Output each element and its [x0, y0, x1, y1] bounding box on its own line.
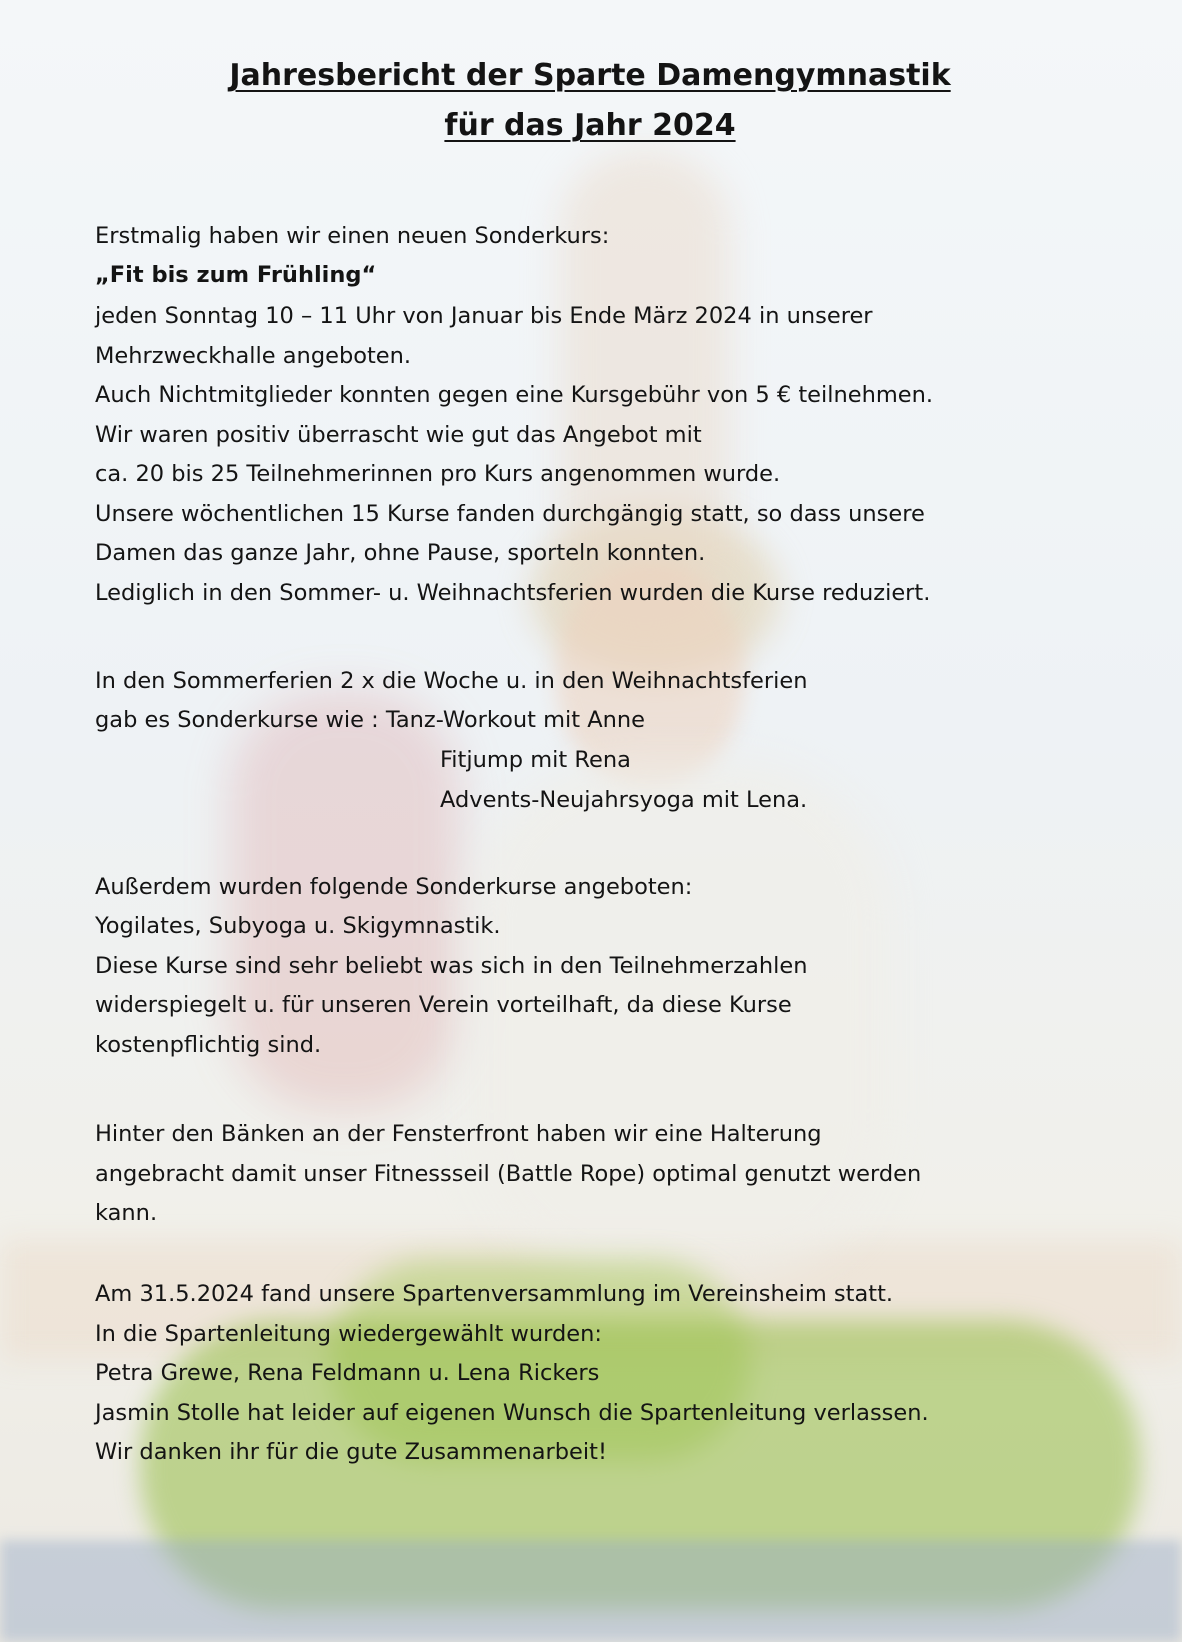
text-line: Unsere wöchentlichen 15 Kurse fanden durchgängig statt, so dass unsere [95, 501, 925, 527]
text-line: ca. 20 bis 25 Teilnehmerinnen pro Kurs angenommen wurde. [95, 461, 781, 487]
text-line: Wir waren positiv überrascht wie gut das Angebot mit [95, 422, 702, 448]
text-line: jeden Sonntag 10 – 11 Uhr von Januar bis Ende März 2024 in unserer [95, 303, 873, 329]
text-line: Jasmin Stolle hat leider auf eigenen Wunsch die Spartenleitung verlassen. [95, 1400, 929, 1426]
text-line: Yogilates, Subyoga u. Skigymnastik. [95, 913, 501, 939]
course-intro: Erstmalig haben wir einen neuen Sonderkurs: [95, 223, 610, 249]
special-course-item: Advents-Neujahrsyoga mit Lena. [440, 787, 808, 813]
text-line: Petra Grewe, Rena Feldmann u. Lena Rickers [95, 1360, 600, 1386]
text-line: Diese Kurse sind sehr beliebt was sich in den Teilnehmerzahlen [95, 953, 808, 979]
text-line: Mehrzweckhalle angeboten. [95, 343, 412, 369]
special-course-item: Fitjump mit Rena [440, 747, 631, 773]
text-line: Lediglich in den Sommer- u. Weihnachtsferien wurden die Kurse reduziert. [95, 580, 931, 606]
text-line: kann. [95, 1200, 158, 1226]
text-line: widerspiegelt u. für unseren Verein vorteilhaft, da diese Kurse [95, 992, 792, 1018]
report-title: Jahresbericht der Sparte Damengymnastik [229, 58, 951, 93]
text-line: Hinter den Bänken an der Fensterfront haben wir eine Halterung [95, 1121, 822, 1147]
text-line: Am 31.5.2024 fand unsere Spartenversammlung im Vereinsheim statt. [95, 1281, 894, 1307]
text-line: kostenpflichtig sind. [95, 1032, 322, 1058]
report-subtitle: für das Jahr 2024 [444, 108, 736, 143]
text-line: In den Sommerferien 2 x die Woche u. in den Weihnachtsferien [95, 668, 808, 694]
text-line: Außerdem wurden folgende Sonderkurse angeboten: [95, 874, 693, 900]
text-line: Damen das ganze Jahr, ohne Pause, sporteln konnten. [95, 540, 706, 566]
text-line: Auch Nichtmitglieder konnten gegen eine Kursgebühr von 5 € teilnehmen. [95, 382, 934, 408]
text-line: gab es Sonderkurse wie : Tanz-Workout mit Anne [95, 707, 646, 733]
course-name: „Fit bis zum Frühling“ [95, 262, 377, 288]
text-line: In die Spartenleitung wiedergewählt wurden: [95, 1321, 602, 1347]
text-line: Wir danken ihr für die gute Zusammenarbeit! [95, 1439, 607, 1465]
text-line: angebracht damit unser Fitnessseil (Battle Rope) optimal genutzt werden [95, 1161, 922, 1187]
